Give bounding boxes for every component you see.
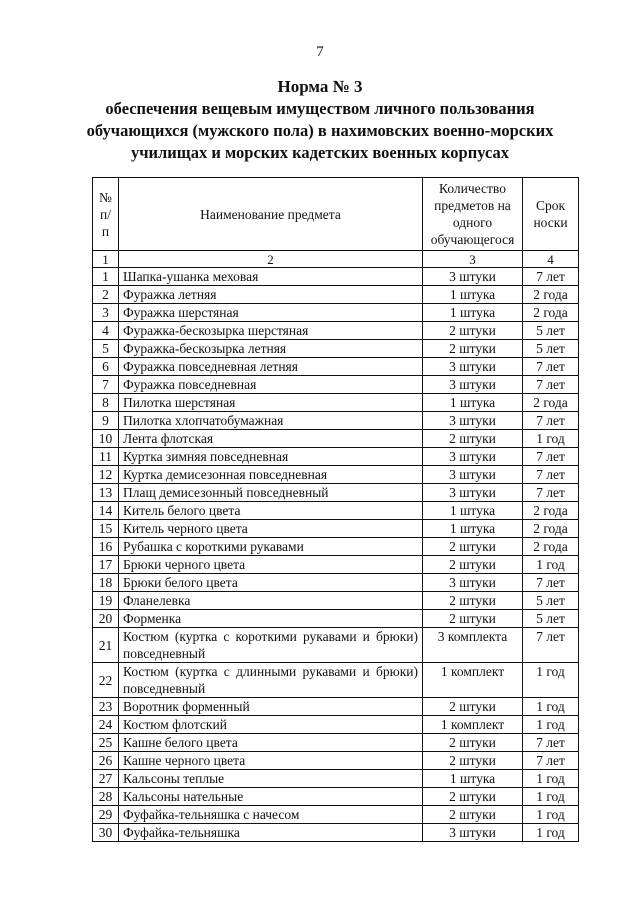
table-row <box>93 610 579 628</box>
item-quantity: 3 штуки <box>423 466 523 484</box>
item-wear-term: 1 год <box>523 788 579 806</box>
document-subtitle <box>40 98 600 164</box>
item-wear-term: 1 год <box>523 430 579 448</box>
item-wear-term: 7 лет <box>523 448 579 466</box>
item-quantity: 3 штуки <box>423 824 523 842</box>
item-name: Кашне черного цвета <box>119 752 423 770</box>
table-row <box>93 286 579 304</box>
table-row <box>93 556 579 574</box>
row-number: 22 <box>93 663 119 698</box>
item-name: Кальсоны нательные <box>119 788 423 806</box>
column-index: 4 <box>523 251 579 268</box>
table-row <box>93 484 579 502</box>
item-quantity: 2 штуки <box>423 752 523 770</box>
item-name: Лента флотская <box>119 430 423 448</box>
table-row <box>93 430 579 448</box>
subtitle-line: обеспечения вещевым имуществом личного пользования <box>105 99 535 118</box>
header-term: Срок носки <box>523 178 579 251</box>
row-number: 14 <box>93 502 119 520</box>
item-wear-term: 5 лет <box>523 340 579 358</box>
table-row <box>93 788 579 806</box>
table-row <box>93 466 579 484</box>
item-quantity: 1 штука <box>423 502 523 520</box>
item-name: Шапка-ушанка меховая <box>119 268 423 286</box>
item-name: Китель белого цвета <box>119 502 423 520</box>
item-quantity: 3 штуки <box>423 376 523 394</box>
row-number: 6 <box>93 358 119 376</box>
row-number: 4 <box>93 322 119 340</box>
table-row <box>93 538 579 556</box>
table-row <box>93 394 579 412</box>
item-quantity: 3 штуки <box>423 574 523 592</box>
row-number: 15 <box>93 520 119 538</box>
clothing-norm-table <box>92 177 579 842</box>
item-name: Фуражка повседневная <box>119 376 423 394</box>
item-wear-term: 1 год <box>523 556 579 574</box>
item-wear-term: 7 лет <box>523 734 579 752</box>
item-wear-term: 7 лет <box>523 484 579 502</box>
item-quantity: 2 штуки <box>423 592 523 610</box>
item-wear-term: 7 лет <box>523 268 579 286</box>
item-wear-term: 7 лет <box>523 466 579 484</box>
item-name: Фланелевка <box>119 592 423 610</box>
row-number: 9 <box>93 412 119 430</box>
table-body <box>93 268 579 842</box>
row-number: 17 <box>93 556 119 574</box>
table-row <box>93 698 579 716</box>
row-number: 23 <box>93 698 119 716</box>
row-number: 19 <box>93 592 119 610</box>
table-header-row <box>93 178 579 251</box>
row-number: 12 <box>93 466 119 484</box>
row-number: 21 <box>93 628 119 663</box>
subtitle-line: обучающихся (мужского пола) в нахимовских военно-морских <box>86 121 554 140</box>
item-wear-term: 2 года <box>523 286 579 304</box>
row-number: 28 <box>93 788 119 806</box>
table-row <box>93 412 579 430</box>
table-row <box>93 806 579 824</box>
item-quantity: 1 штука <box>423 520 523 538</box>
item-wear-term: 2 года <box>523 394 579 412</box>
row-number: 25 <box>93 734 119 752</box>
item-quantity: 3 комплекта <box>423 628 523 663</box>
item-name: Куртка зимняя повседневная <box>119 448 423 466</box>
table-row <box>93 663 579 698</box>
item-quantity: 1 штука <box>423 770 523 788</box>
item-quantity: 1 штука <box>423 286 523 304</box>
item-name: Брюки белого цвета <box>119 574 423 592</box>
row-number: 30 <box>93 824 119 842</box>
table-row <box>93 770 579 788</box>
item-wear-term: 1 год <box>523 663 579 698</box>
item-name: Кальсоны теплые <box>119 770 423 788</box>
item-wear-term: 2 года <box>523 502 579 520</box>
item-wear-term: 7 лет <box>523 628 579 663</box>
item-quantity: 2 штуки <box>423 698 523 716</box>
item-quantity: 2 штуки <box>423 538 523 556</box>
table-row <box>93 502 579 520</box>
row-number: 29 <box>93 806 119 824</box>
row-number: 27 <box>93 770 119 788</box>
item-quantity: 2 штуки <box>423 322 523 340</box>
item-wear-term: 1 год <box>523 824 579 842</box>
table-row <box>93 716 579 734</box>
item-quantity: 3 штуки <box>423 448 523 466</box>
column-index-row <box>93 251 579 268</box>
table-row <box>93 376 579 394</box>
row-number: 11 <box>93 448 119 466</box>
table-row <box>93 304 579 322</box>
row-number: 3 <box>93 304 119 322</box>
column-index: 2 <box>119 251 423 268</box>
table-row <box>93 752 579 770</box>
item-quantity: 2 штуки <box>423 806 523 824</box>
item-name: Костюм флотский <box>119 716 423 734</box>
item-quantity: 3 штуки <box>423 412 523 430</box>
page-number: 7 <box>316 44 324 60</box>
row-number: 2 <box>93 286 119 304</box>
item-name: Китель черного цвета <box>119 520 423 538</box>
item-quantity: 2 штуки <box>423 556 523 574</box>
item-wear-term: 7 лет <box>523 412 579 430</box>
row-number: 5 <box>93 340 119 358</box>
header-name: Наименование предмета <box>119 178 423 251</box>
row-number: 13 <box>93 484 119 502</box>
table-row <box>93 574 579 592</box>
table-row <box>93 628 579 663</box>
header-qty: Количество предметов на одного обучающегося <box>423 178 523 251</box>
table-row <box>93 322 579 340</box>
item-name: Пилотка хлопчатобумажная <box>119 412 423 430</box>
item-quantity: 2 штуки <box>423 340 523 358</box>
table-row <box>93 268 579 286</box>
item-name: Костюм (куртка с длинными рукавами и брюки) повседневный <box>119 663 423 698</box>
row-number: 18 <box>93 574 119 592</box>
item-wear-term: 5 лет <box>523 592 579 610</box>
item-name: Фуфайка-тельняшка с начесом <box>119 806 423 824</box>
item-wear-term: 7 лет <box>523 752 579 770</box>
item-quantity: 3 штуки <box>423 358 523 376</box>
subtitle-line: училищах и морских кадетских военных корпусах <box>130 143 509 162</box>
item-quantity: 1 комплект <box>423 716 523 734</box>
item-name: Фуражка повседневная летняя <box>119 358 423 376</box>
item-name: Брюки черного цвета <box>119 556 423 574</box>
item-quantity: 3 штуки <box>423 484 523 502</box>
table-row <box>93 340 579 358</box>
row-number: 26 <box>93 752 119 770</box>
item-wear-term: 1 год <box>523 770 579 788</box>
item-wear-term: 2 года <box>523 538 579 556</box>
item-quantity: 1 штука <box>423 394 523 412</box>
item-name: Плащ демисезонный повседневный <box>119 484 423 502</box>
item-wear-term: 5 лет <box>523 610 579 628</box>
item-name: Форменка <box>119 610 423 628</box>
item-wear-term: 1 год <box>523 698 579 716</box>
table-row <box>93 824 579 842</box>
row-number: 8 <box>93 394 119 412</box>
item-quantity: 2 штуки <box>423 788 523 806</box>
item-wear-term: 7 лет <box>523 376 579 394</box>
item-name: Кашне белого цвета <box>119 734 423 752</box>
item-name: Воротник форменный <box>119 698 423 716</box>
row-number: 20 <box>93 610 119 628</box>
table-row <box>93 734 579 752</box>
header-num: № п/п <box>93 178 119 251</box>
item-name: Рубашка с короткими рукавами <box>119 538 423 556</box>
table-row <box>93 358 579 376</box>
item-quantity: 2 штуки <box>423 430 523 448</box>
row-number: 1 <box>93 268 119 286</box>
item-name: Костюм (куртка с короткими рукавами и брюки) повседневный <box>119 628 423 663</box>
item-quantity: 2 штуки <box>423 734 523 752</box>
item-name: Фуражка шерстяная <box>119 304 423 322</box>
column-index: 1 <box>93 251 119 268</box>
item-quantity: 3 штуки <box>423 268 523 286</box>
column-index: 3 <box>423 251 523 268</box>
row-number: 16 <box>93 538 119 556</box>
item-name: Фуражка летняя <box>119 286 423 304</box>
item-quantity: 1 комплект <box>423 663 523 698</box>
table-row <box>93 520 579 538</box>
row-number: 10 <box>93 430 119 448</box>
item-wear-term: 7 лет <box>523 358 579 376</box>
item-name: Куртка демисезонная повседневная <box>119 466 423 484</box>
item-quantity: 2 штуки <box>423 610 523 628</box>
item-wear-term: 7 лет <box>523 574 579 592</box>
item-name: Пилотка шерстяная <box>119 394 423 412</box>
item-quantity: 1 штука <box>423 304 523 322</box>
document-title: Норма № 3 <box>277 77 363 96</box>
item-name: Фуфайка-тельняшка <box>119 824 423 842</box>
item-wear-term: 1 год <box>523 716 579 734</box>
item-wear-term: 5 лет <box>523 322 579 340</box>
row-number: 24 <box>93 716 119 734</box>
table-row <box>93 592 579 610</box>
item-name: Фуражка-бескозырка шерстяная <box>119 322 423 340</box>
table-row <box>93 448 579 466</box>
item-wear-term: 2 года <box>523 520 579 538</box>
item-name: Фуражка-бескозырка летняя <box>119 340 423 358</box>
item-wear-term: 1 год <box>523 806 579 824</box>
item-wear-term: 2 года <box>523 304 579 322</box>
row-number: 7 <box>93 376 119 394</box>
